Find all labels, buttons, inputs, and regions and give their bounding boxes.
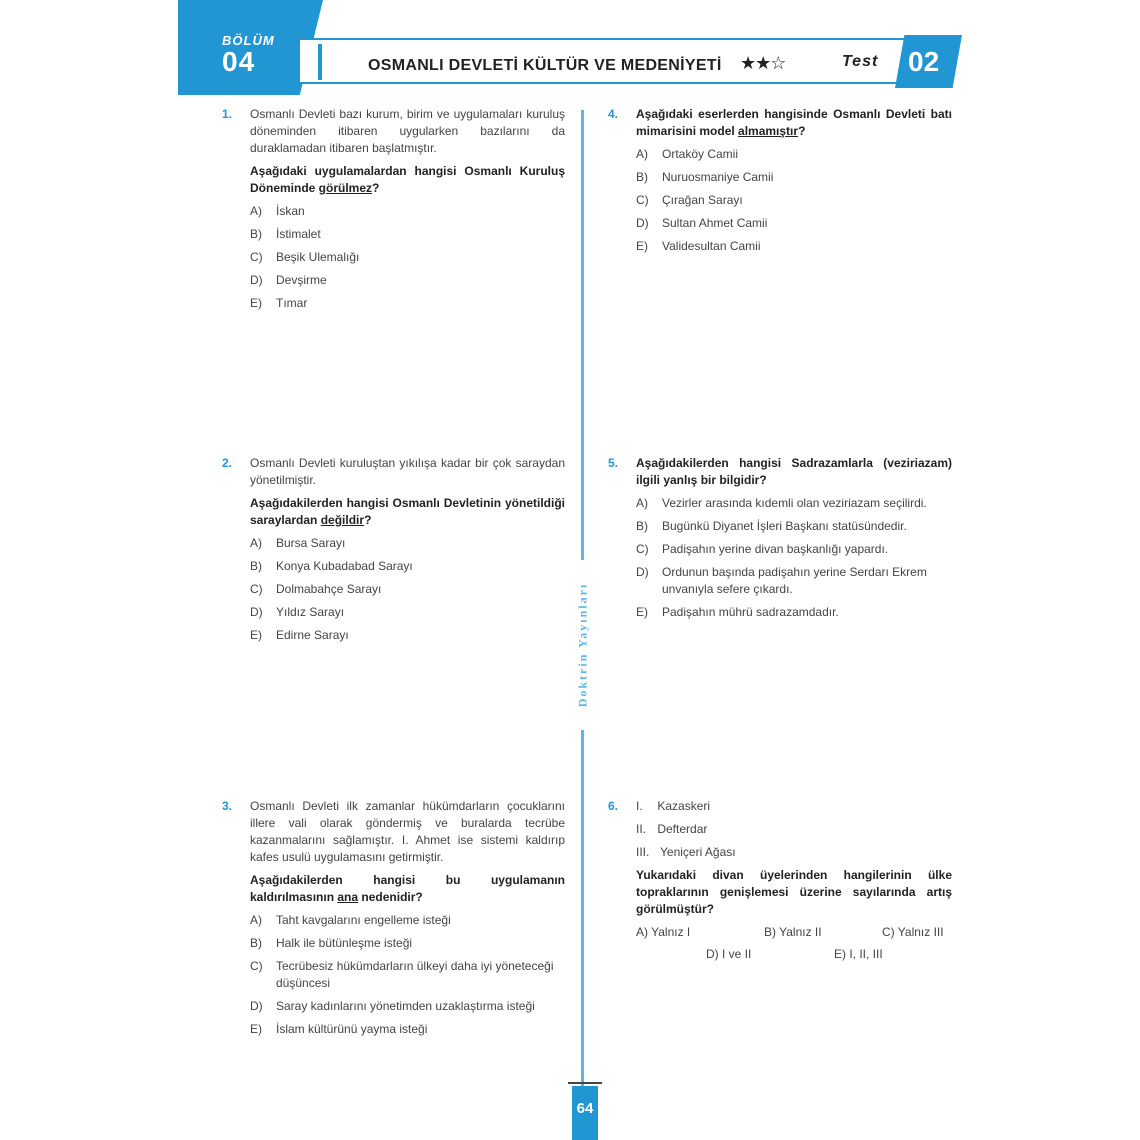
publisher-name: Doktrin Yayınları [575, 582, 590, 708]
numeral-item: II. Defterdar [636, 822, 708, 836]
option-c[interactable]: C) Padişahın yerine divan başkanlığı yapardı. [636, 542, 889, 556]
page-rule [568, 1082, 602, 1084]
option-b[interactable]: B) Bugünkü Diyanet İşleri Başkanı statüsündedir. [636, 519, 907, 533]
option-c[interactable]: C) Tecrübesiz hükümdarların ülkeyi daha iyi yöneteceği düşüncesi [250, 959, 554, 990]
question-prompt: Aşağıdaki eserlerden hangisinde Osmanlı Devleti batı mimarisini model almamıştır? [636, 107, 952, 138]
option-a[interactable]: A) Bursa Sarayı [250, 536, 346, 550]
option-b[interactable]: B) Halk ile bütünleşme isteği [250, 936, 413, 950]
numeral-item: III. Yeniçeri Ağası [636, 845, 736, 859]
question-stem: Osmanlı Devleti kuruluştan yıkılışa kadar bir çok saraydan yönetilmiştir. [250, 456, 565, 487]
option-c[interactable]: C) Çırağan Sarayı [636, 193, 743, 207]
question-prompt: Aşağıdakilerden hangisi Sadrazamlarla (veziriazam) ilgili yanlış bir bilgidir? [636, 456, 952, 487]
option-a[interactable]: A) Taht kavgalarını engelleme isteği [250, 913, 451, 927]
page-title: OSMANLI DEVLETİ KÜLTÜR VE MEDENİYETİ [368, 57, 722, 74]
answer-grid [636, 924, 952, 968]
question-4 [608, 106, 952, 261]
option-e[interactable]: E) Validesultan Camii [636, 239, 761, 253]
option-d[interactable]: D) Yıldız Sarayı [250, 605, 345, 619]
question-6 [608, 798, 952, 968]
option-c[interactable]: C) Beşik Ulemalığı [250, 250, 360, 264]
page-number: 64 [576, 1100, 594, 1117]
question-number: 2. [222, 456, 233, 470]
question-number: 1. [222, 107, 233, 121]
test-number: 02 [908, 46, 940, 77]
option-b[interactable]: B) İstimalet [250, 227, 321, 241]
option-a[interactable]: A) Vezirler arasında kıdemli olan veziriazam seçilirdi. [636, 496, 927, 510]
option-a[interactable]: A) Ortaköy Camii [636, 147, 739, 161]
question-5 [608, 455, 952, 627]
question-number: 4. [608, 107, 619, 121]
option-b[interactable]: B) Yalnız II [764, 925, 822, 939]
option-c[interactable]: C) Yalnız III [882, 925, 944, 939]
difficulty-stars-icon: ★★☆ [740, 53, 786, 73]
option-e[interactable]: E) I, II, III [834, 947, 883, 961]
numeral-item: I. Kazaskeri [636, 799, 711, 813]
question-number: 6. [608, 799, 619, 813]
option-e[interactable]: E) Padişahın mührü sadrazamdadır. [636, 605, 839, 619]
question-1 [222, 106, 565, 318]
option-d[interactable]: D) Saray kadınlarını yönetimden uzaklaştırma isteği [250, 999, 535, 1013]
question-number: 5. [608, 456, 619, 470]
option-e[interactable]: E) İslam kültürünü yayma isteği [250, 1022, 428, 1036]
question-prompt: Aşağıdakilerden hangisi Osmanlı Devletinin yönetildiği saraylardan değildir? [250, 496, 565, 527]
option-d[interactable]: D) Devşirme [250, 273, 327, 287]
option-e[interactable]: E) Tımar [250, 296, 308, 310]
question-stem: Osmanlı Devleti ilk zamanlar hükümdarların çocuklarını illere vali olarak göndermiş ve buralarda tecrübe kazanmalarını sağlamıştır. I. Ahmet ise sistemi kaldırıp kafes usulü uygulamasını getirmiştir. [250, 799, 565, 864]
question-number: 3. [222, 799, 233, 813]
chapter-number: 04 [222, 46, 256, 77]
question-3 [222, 798, 565, 1044]
option-c[interactable]: C) Dolmabahçe Sarayı [250, 582, 382, 596]
option-d[interactable]: D) Ordunun başında padişahın yerine Serdarı Ekrem unvanıyla sefere çıkardı. [636, 565, 927, 596]
option-d[interactable]: D) I ve II [706, 947, 752, 961]
question-prompt: Aşağıdaki uygulamalardan hangisi Osmanlı Kuruluş Döneminde görülmez? [250, 164, 565, 195]
question-prompt: Yukarıdaki divan üyelerinden hangilerinin ülke topraklarının genişlemesi üzerine sayılarında artış görülmüştür? [636, 868, 952, 916]
option-e[interactable]: E) Edirne Sarayı [250, 628, 349, 642]
test-label: Test [842, 53, 879, 70]
option-b[interactable]: B) Nuruosmaniye Camii [636, 170, 774, 184]
question-2 [222, 455, 565, 650]
title-accent-line [318, 44, 322, 80]
option-a[interactable]: A) İskan [250, 204, 305, 218]
option-a[interactable]: A) Yalnız I [636, 925, 691, 939]
question-prompt: Aşağıdakilerden hangisi bu uygulamanın kaldırılmasının ana nedenidir? [250, 873, 565, 904]
chapter-label: BÖLÜM [222, 33, 275, 48]
option-d[interactable]: D) Sultan Ahmet Camii [636, 216, 768, 230]
option-b[interactable]: B) Konya Kubadabad Sarayı [250, 559, 413, 573]
question-stem: Osmanlı Devleti bazı kurum, birim ve uygulamaları kuruluş döneminden itibaren uygularken bazılarını da duraklamadan itibaren başlatmıştır. [250, 107, 565, 155]
